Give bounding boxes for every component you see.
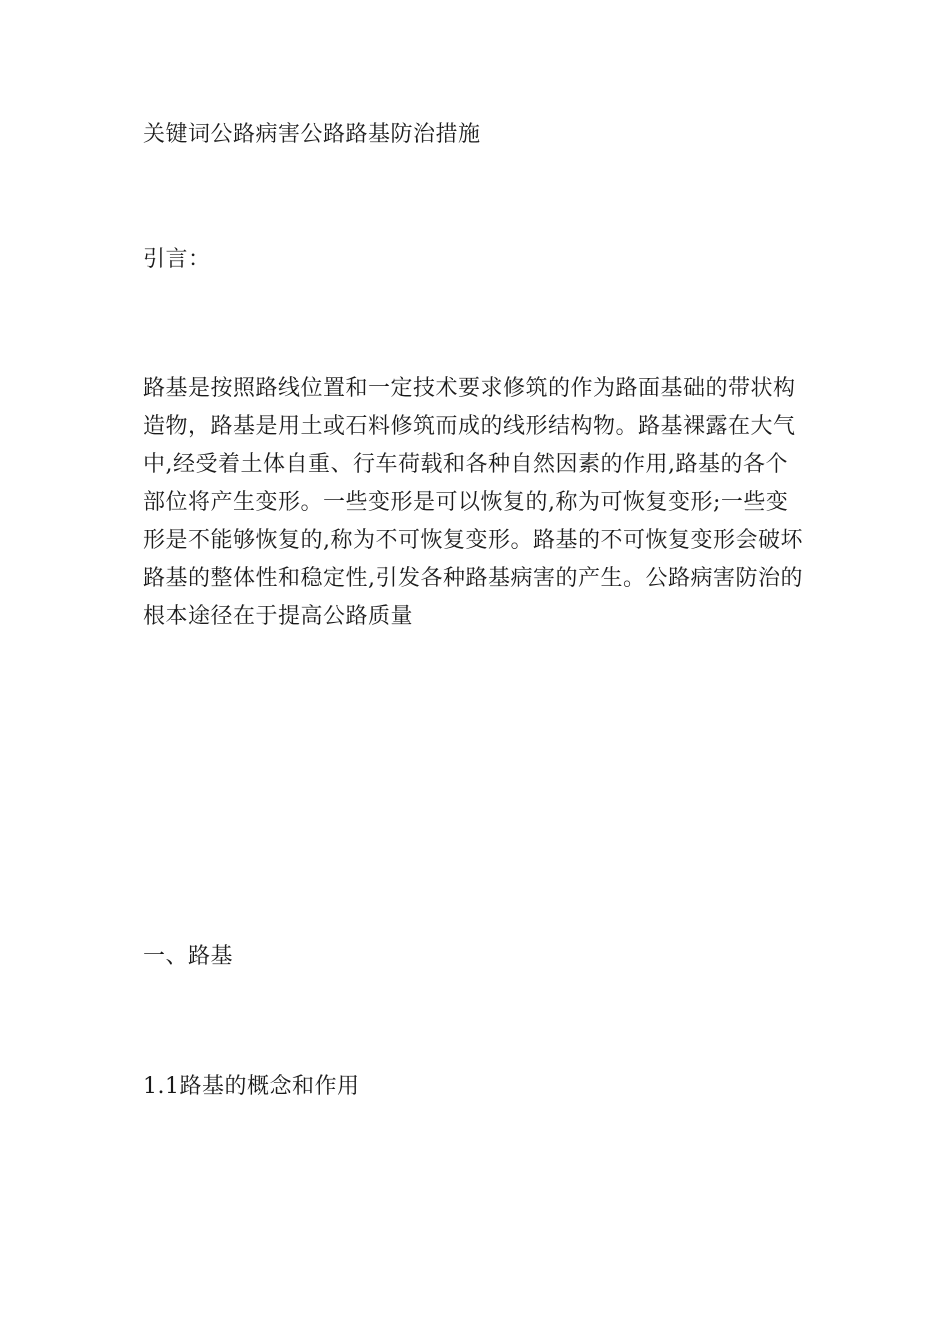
paragraph-line: 部位将产生变形。一些变形是可以恢复的,称为可恢复变形;一些变 (143, 490, 789, 515)
paragraph-line: 路基的整体性和稳定性,引发各种路基病害的产生。公路病害防治的 (143, 566, 803, 591)
paragraph-line: 形是不能够恢复的,称为不可恢复变形。路基的不可恢复变形会破坏 (143, 528, 803, 553)
paragraph-line: 路基是按照路线位置和一定技术要求修筑的作为路面基础的带状构 (143, 376, 796, 401)
section-heading: 一、路基 (143, 944, 234, 969)
keywords-line: 关键词公路病害公路路基防治措施 (143, 122, 481, 147)
paragraph-line: 造物，路基是用土或石料修筑而成的线形结构物。路基裸露在大气 (143, 414, 796, 439)
subsection-heading: 1.1路基的概念和作用 (143, 1074, 360, 1099)
paragraph-line: 中,经受着土体自重、行车荷载和各种自然因素的作用,路基的各个 (143, 452, 788, 477)
intro-paragraph (143, 370, 813, 636)
intro-heading: 引言： (143, 247, 211, 272)
paragraph-line: 根本途径在于提高公路质量 (143, 604, 414, 629)
